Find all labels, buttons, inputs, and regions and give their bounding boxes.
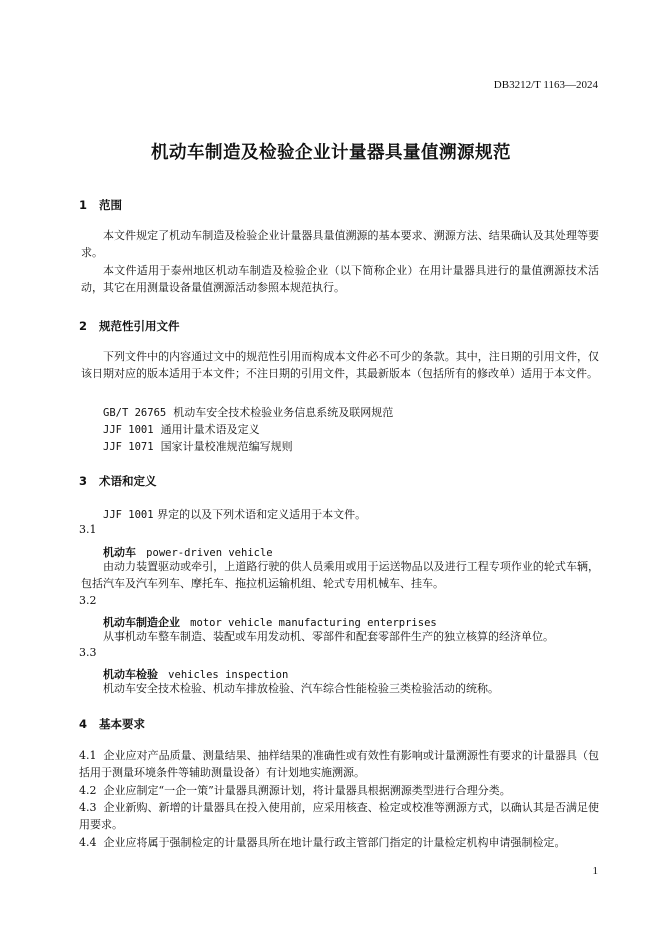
reference-name: 机动车安全技术检验业务信息系统及联网规范	[173, 406, 394, 419]
item-text: 企业应制定“一企一策”计量器具溯源计划，将计量器具根据溯源类型进行合理分类。	[103, 784, 511, 797]
requirement-item	[79, 782, 599, 799]
section-title: 规范性引用文件	[99, 319, 180, 333]
requirement-item	[79, 799, 599, 834]
section-number: 3	[79, 474, 88, 488]
reference-name: 国家计量校准规范编写规则	[160, 440, 293, 453]
term-number: 3.3	[79, 646, 97, 659]
section-number: 4	[79, 717, 88, 731]
term-number: 3.2	[79, 594, 97, 607]
section-2-heading	[79, 318, 180, 334]
term-en: power-driven vehicle	[146, 547, 273, 559]
section-number: 2	[79, 319, 88, 333]
term-zh: 机动车制造企业	[103, 616, 180, 629]
term-definition: 由动力装置驱动或牵引，上道路行驶的供人员乘用或用于运送物品以及进行工程专项作业的轮式车辆，包括汽车及汽车列车、摩托车、拖拉机运输机组、轮式专用机械车、挂车。	[81, 560, 599, 591]
paragraph: 本文件适用于泰州地区机动车制造及检验企业（以下简称企业）在用计量器具进行的量值溯源技术活动，其它在用测量设备量值溯源活动参照本规范执行。	[81, 264, 599, 295]
term-zh: 机动车	[103, 546, 136, 559]
term-en: vehicles inspection	[168, 669, 289, 681]
paragraph-text: 界定的以及下列术语和定义适用于本文件。	[157, 508, 367, 521]
requirement-item	[79, 834, 599, 851]
standard-number: DB3212/T 1163—2024	[493, 79, 598, 91]
paragraph	[103, 506, 366, 522]
paragraph: 下列文件中的内容通过文中的规范性引用而构成本文件必不可少的条款。其中，注日期的引用文件，仅该日期对应的版本适用于本文件；不注日期的引用文件，其最新版本（包括所有的修改单）适用于本文件。	[81, 350, 599, 381]
page-number: 1	[592, 865, 598, 877]
reference-item	[103, 438, 293, 454]
section-3-heading	[79, 473, 157, 489]
reference-code: JJF 1001	[103, 509, 154, 521]
reference-code: GB/T 26765	[103, 407, 167, 419]
requirement-item	[79, 747, 599, 782]
item-text: 企业应将属于强制检定的计量器具所在地计量行政主管部门指定的计量检定机构申请强制检定。	[103, 836, 566, 849]
item-number: 4.2	[79, 784, 97, 797]
item-text: 企业应对产品质量、测量结果、抽样结果的准确性或有效性有影响或计量溯源性有要求的计量器具（包括用于测量环境条件等辅助测量设备）有计划地实施溯源。	[79, 749, 599, 780]
term-definition: 从事机动车整车制造、装配或车用发动机、零部件和配套零部件生产的独立核算的经济单位。	[103, 630, 554, 643]
term-en: motor vehicle manufacturing enterprises	[190, 617, 437, 629]
item-number: 4.4	[79, 836, 97, 849]
reference-name: 通用计量术语及定义	[160, 423, 260, 436]
reference-code: JJF 1071	[103, 441, 154, 453]
term-zh: 机动车检验	[103, 668, 158, 681]
section-title: 范围	[99, 198, 122, 212]
section-title: 术语和定义	[99, 474, 157, 488]
section-4-heading	[79, 716, 145, 732]
paragraph: 本文件规定了机动车制造及检验企业计量器具量值溯源的基本要求、溯源方法、结果确认及其处理等要求。	[81, 229, 599, 260]
section-title: 基本要求	[99, 717, 145, 731]
term-number: 3.1	[79, 523, 97, 536]
document-title: 机动车制造及检验企业计量器具量值溯源规范	[151, 143, 511, 163]
reference-item	[103, 421, 260, 437]
section-1-heading	[79, 197, 122, 213]
item-text: 企业新购、新增的计量器具在投入使用前，应采用核查、检定或校准等溯源方式，以确认其是否满足使用要求。	[79, 801, 599, 832]
section-number: 1	[79, 198, 88, 212]
reference-item	[103, 404, 393, 420]
reference-code: JJF 1001	[103, 424, 154, 436]
item-number: 4.3	[79, 801, 97, 814]
item-number: 4.1	[79, 749, 97, 762]
term-definition: 机动车安全技术检验、机动车排放检验、汽车综合性能检验三类检验活动的统称。	[103, 682, 499, 695]
